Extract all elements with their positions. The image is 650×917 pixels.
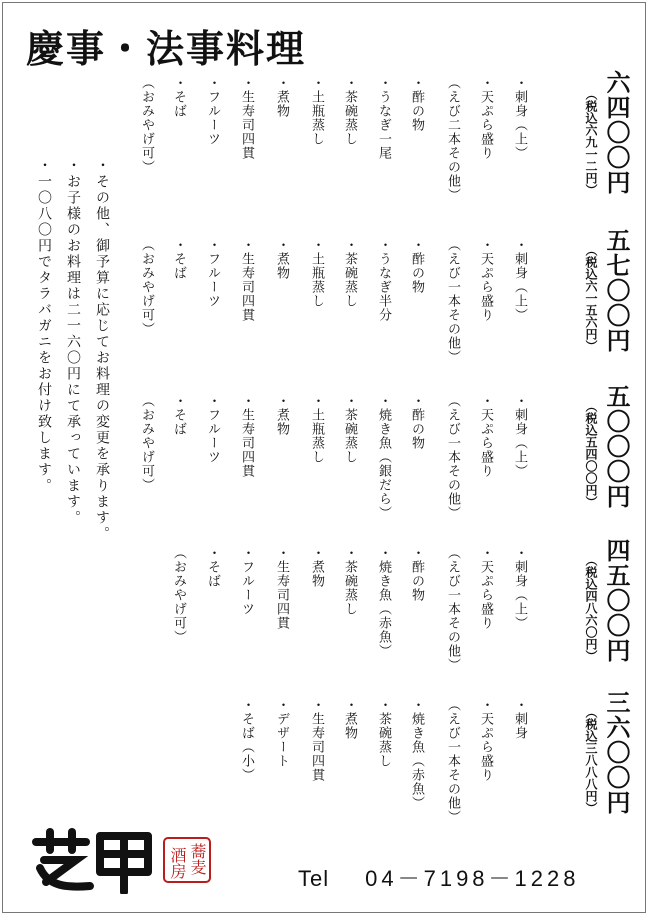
menu-item: ・生寿司四貫 (239, 238, 254, 322)
menu-item: ・酢の物 (409, 394, 424, 450)
menu-item: ・天ぷら盛り (478, 698, 493, 782)
menu-item: ・酢の物 (409, 76, 424, 132)
stamp-text-left: 酒房 (168, 847, 187, 879)
menu-item: ・フルーツ (205, 76, 220, 146)
menu-item: ・焼き魚（赤魚） (409, 698, 424, 810)
menu-item: ・酢の物 (409, 546, 424, 602)
menu-item: （えび一本その他） (445, 698, 460, 824)
shop-logo (32, 828, 154, 898)
menu-item: ・酢の物 (409, 238, 424, 294)
menu-item: （おみやげ可） (171, 546, 186, 644)
menu-item: ・煮物 (274, 238, 289, 280)
menu-item: ・茶碗蒸し (342, 76, 357, 146)
course-tax: （税込六九一二円） (584, 88, 598, 196)
menu-item: ・天ぷら盛り (478, 546, 493, 630)
shop-stamp (163, 837, 211, 883)
menu-item: ・煮物 (274, 76, 289, 118)
menu-item: ・生寿司四貫 (239, 76, 254, 160)
menu-item: ・そば（小） (239, 698, 254, 782)
course-price: 六四〇〇円 (602, 70, 631, 195)
menu-item: ・焼き魚（赤魚） (376, 546, 391, 658)
menu-item: （えび一本その他） (445, 238, 460, 364)
menu-item: ・茶碗蒸し (376, 698, 391, 768)
menu-item: ・フルーツ (239, 546, 254, 616)
menu-item: ・デザート (274, 698, 289, 768)
menu-item: ・土瓶蒸し (309, 394, 324, 464)
menu-item: ・茶碗蒸し (342, 546, 357, 616)
menu-item: ・刺身（上） (512, 394, 527, 478)
menu-item: ・刺身（上） (512, 76, 527, 160)
course-tax: （税込三八八八円） (584, 706, 598, 814)
menu-item: ・刺身（上） (512, 546, 527, 630)
course-tax: （税込四八六〇円） (584, 554, 598, 662)
tel-label: Tel (298, 866, 330, 891)
course-price: 三六〇〇円 (602, 690, 631, 815)
course-price: 四五〇〇円 (602, 538, 631, 663)
menu-item: ・煮物 (274, 394, 289, 436)
menu-item: （おみやげ可） (139, 238, 154, 336)
menu-item: （えび二本その他） (445, 76, 460, 202)
page-title: 慶事・法事料理 (26, 26, 307, 71)
menu-item: ・うなぎ半分 (376, 238, 391, 322)
menu-item: ・煮物 (309, 546, 324, 588)
menu-item: ・フルーツ (205, 394, 220, 464)
menu-item: ・そば (171, 76, 186, 118)
tel-number: 04－7198－1228 (365, 866, 580, 891)
menu-item: （えび一本その他） (445, 546, 460, 672)
menu-item: ・生寿司四貫 (309, 698, 324, 782)
stamp-text-right: 蕎麦 (188, 843, 207, 875)
menu-item: （おみやげ可） (139, 394, 154, 492)
menu-item: ・天ぷら盛り (478, 238, 493, 322)
menu-item: ・生寿司四貫 (239, 394, 254, 478)
note: ・お子様のお料理は二一六〇円にて承っています。 (65, 158, 81, 526)
menu-item: ・焼き魚（銀だら） (376, 394, 391, 520)
course-tax: （税込五四〇〇円） (584, 400, 598, 508)
menu-item: ・茶碗蒸し (342, 238, 357, 308)
menu-item: ・そば (171, 238, 186, 280)
shop-logo-glyphs (32, 828, 154, 894)
telephone (298, 862, 579, 893)
menu-item: ・生寿司四貫 (274, 546, 289, 630)
menu-item: ・天ぷら盛り (478, 76, 493, 160)
menu-item: ・うなぎ一尾 (376, 76, 391, 160)
note: ・一〇八〇円でタラバガニをお付け致します。 (36, 158, 52, 494)
course-price: 五七〇〇円 (602, 228, 631, 353)
menu-item: ・そば (171, 394, 186, 436)
course-price: 五〇〇〇円 (602, 384, 631, 509)
menu-item: ・そば (205, 546, 220, 588)
menu-item: （えび一本その他） (445, 394, 460, 520)
menu-item: ・刺身（上） (512, 238, 527, 322)
menu-item: ・煮物 (342, 698, 357, 740)
menu-item: ・刺身 (512, 698, 527, 740)
course-tax: （税込六一五六円） (584, 244, 598, 352)
menu-item: ・茶碗蒸し (342, 394, 357, 464)
menu-item: ・フルーツ (205, 238, 220, 308)
menu-item: （おみやげ可） (139, 76, 154, 174)
menu-item: ・土瓶蒸し (309, 76, 324, 146)
note: ・その他、御予算に応じてお料理の変更を承ります。 (94, 158, 110, 542)
menu-item: ・天ぷら盛り (478, 394, 493, 478)
menu-item: ・土瓶蒸し (309, 238, 324, 308)
